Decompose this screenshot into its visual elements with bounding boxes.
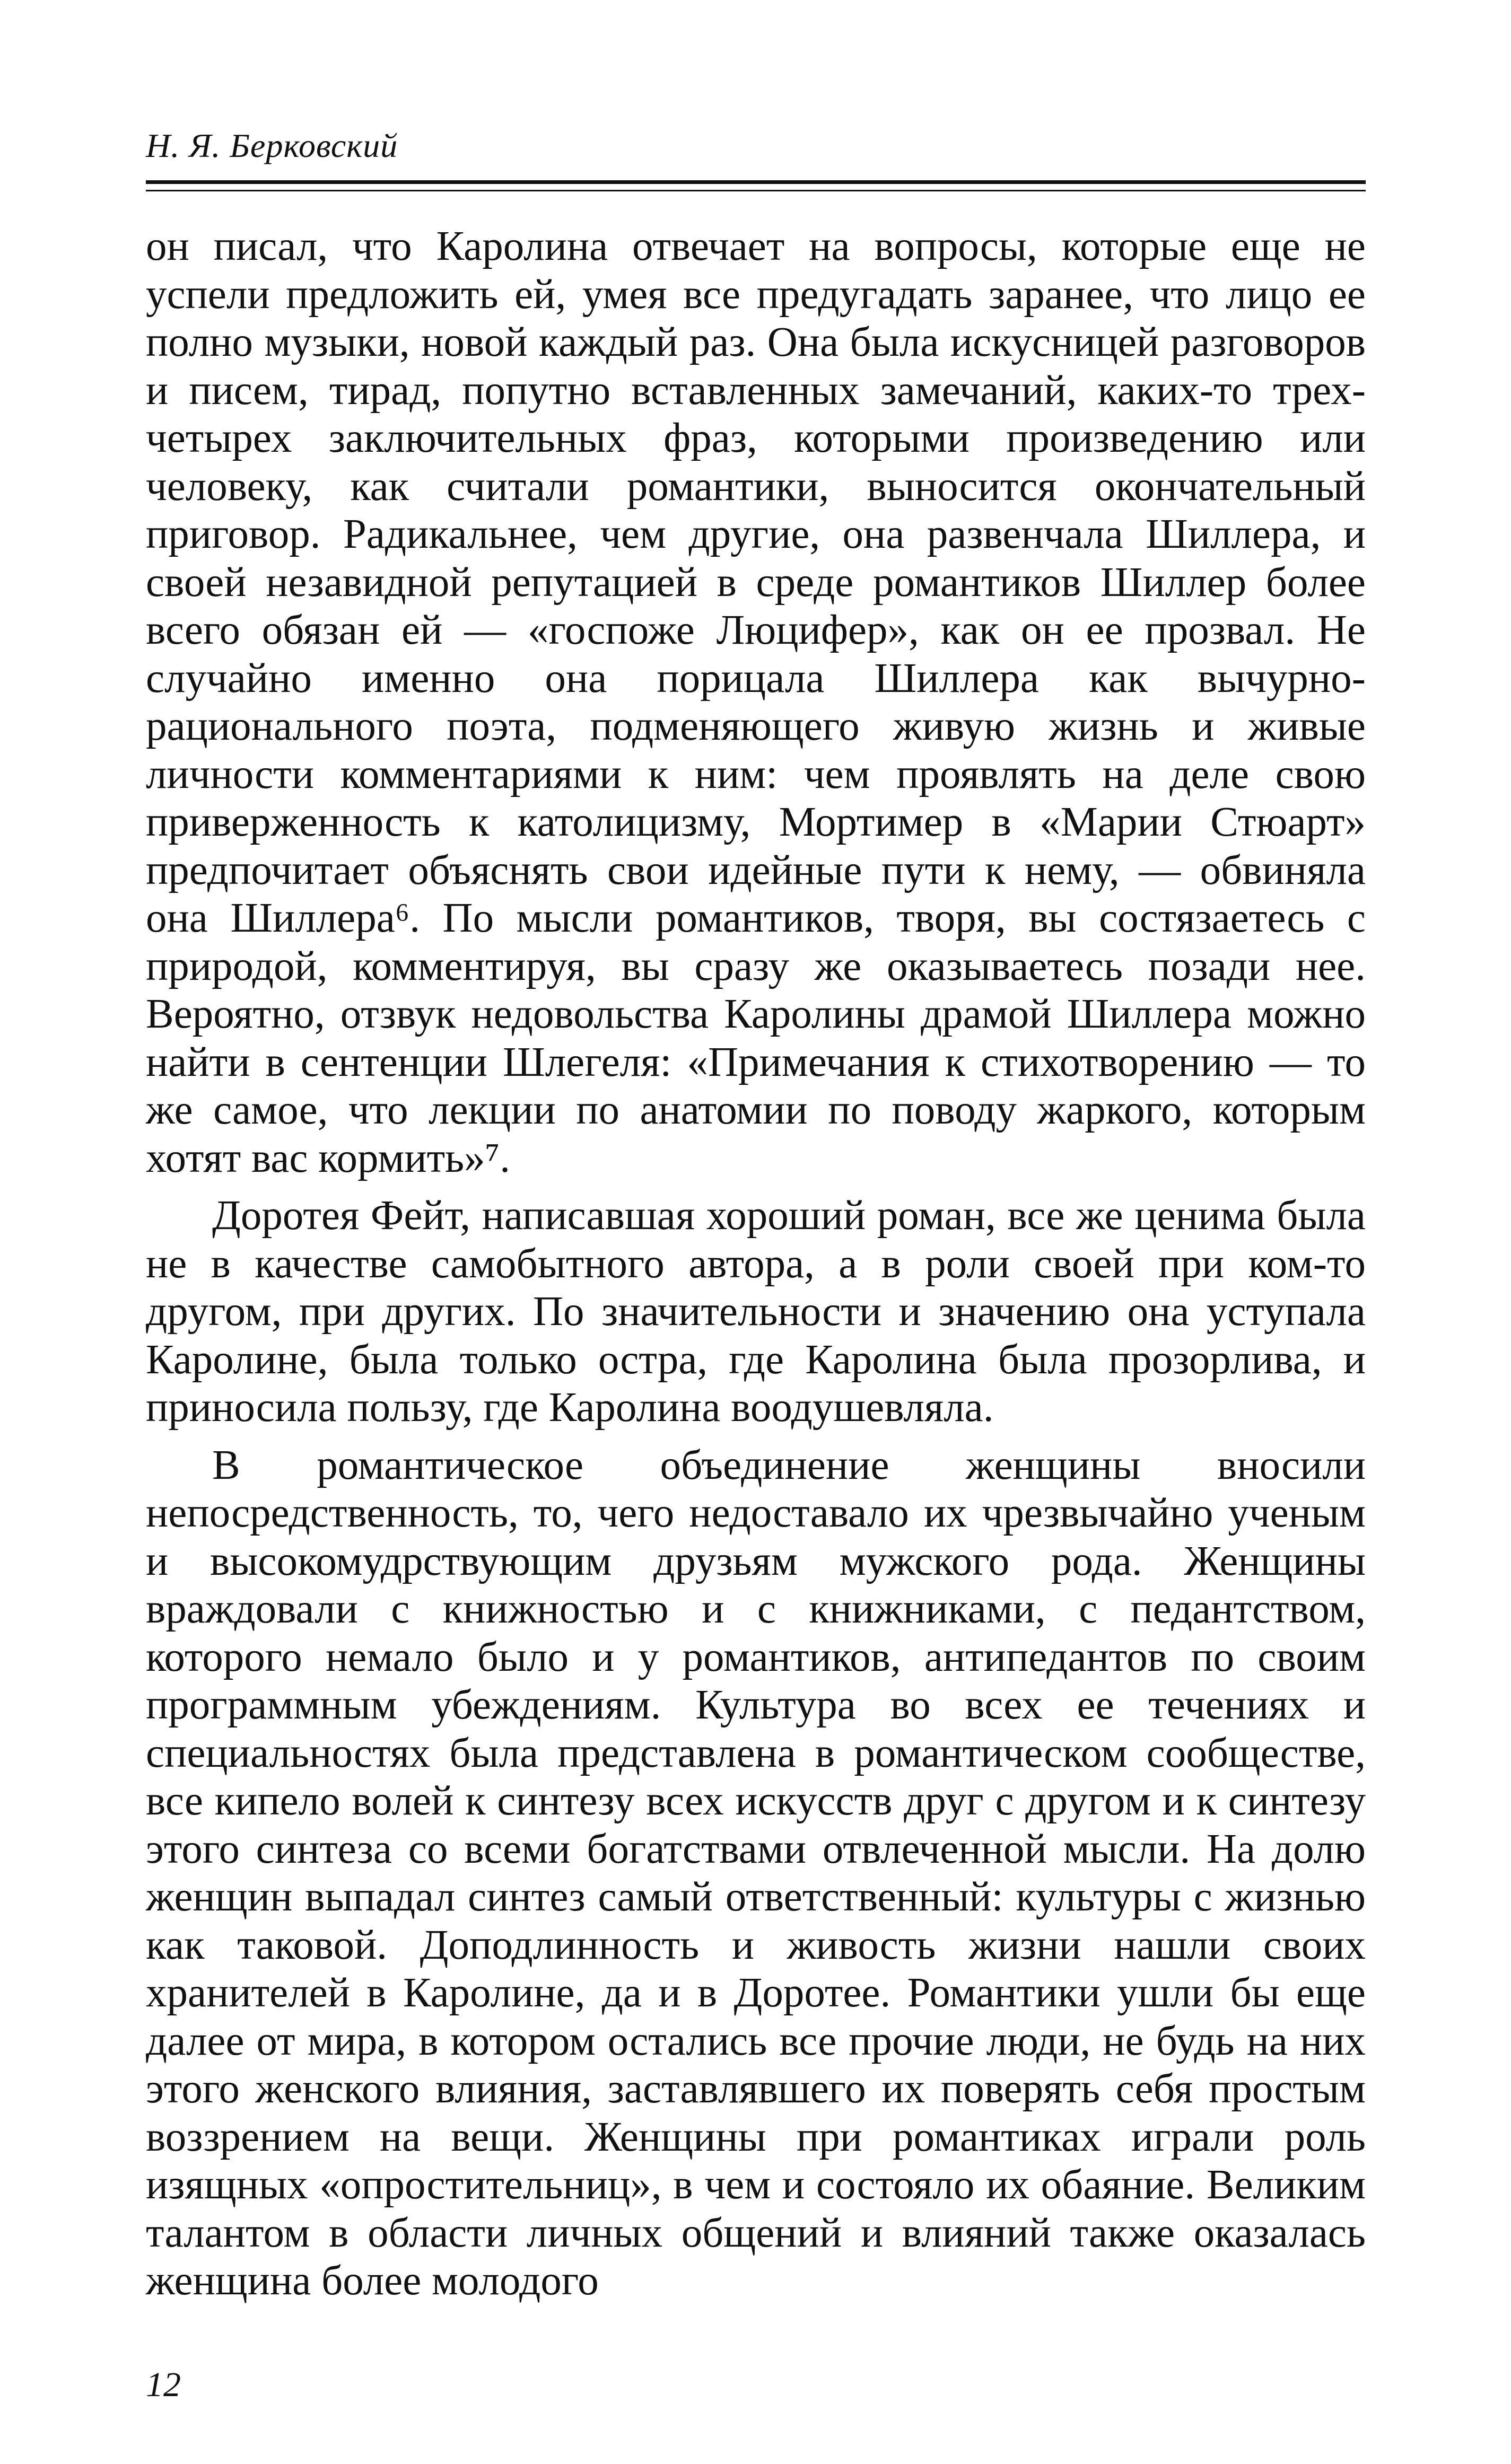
header-rule-thin-line (146, 190, 1366, 191)
running-head-author: Н. Я. Берковский (146, 127, 398, 164)
paragraph-3: В романтическое объединение женщины вносили непосредственность, то, чего недоставало их чрезвычайно ученым и высокомудрствующим друзьям мужского рода. Женщины враждовали с книжностью и с книжниками, с педантством, которого немало было и у романтиков, антипедантов по своим программным убеждениям. Культура во всех ее течениях и специальностях была представлена в романтическом сообществе, все кипело волей к синтезу всех искусств друг с другом и к синтезу этого синтеза со всеми богатствами отвлеченной мысли. На долю женщин выпадал синтез самый ответственный: культуры с жизнью как таковой. Доподлинность и живость жизни нашли своих хранителей в Каролине, да и в Доротее. Романтики ушли бы еще далее от мира, в котором остались все прочие люди, не будь на них этого женского влияния, заставлявшего их поверять себя простым воззрением на вещи. Женщины при романтиках играли роль изящных «опростительниц», в чем и состояло их обаяние. Великим талантом в области личных общений и влияний также оказалась женщина более молодого (146, 1442, 1366, 2304)
header-rule-thick-line (146, 180, 1366, 184)
header-rule (146, 180, 1366, 201)
paragraph-2: Доротея Фейт, написавшая хороший роман, все же ценима была не в качестве самобытного автора, а в роли своей при ком-то другом, при других. По значительности и значению она уступала Каролине, была только остра, где Каролина была прозорлива, и приносила пользу, где Каролина воодушевляла. (146, 1192, 1366, 1431)
body-text (146, 223, 1366, 2305)
paragraph-1: он писал, что Каролина отвечает на вопросы, которые еще не успели предложить ей, умея все предугадать заранее, что лицо ее полно музыки, новой каждый раз. Она была искусницей разговоров и писем, тирад, попутно вставленных замечаний, каких-то трех-четырех заключительных фраз, которыми произведению или человеку, как считали романтики, выносится окончательный приговор. Радикальнее, чем другие, она развенчала Шиллера, и своей незавидной репутацией в среде романтиков Шиллер более всего обязан ей — «госпоже Люцифер», как он ее прозвал. Не случайно именно она порицала Шиллера как вычурно-рационального поэта, подменяющего живую жизнь и живые личности комментариями к ним: чем проявлять на деле свою приверженность к католицизму, Мортимер в «Марии Стюарт» предпочитает объяснять свои идейные пути к нему, — обвиняла она Шиллера⁶. По мысли романтиков, творя, вы состязаетесь с природой, комментируя, вы сразу же оказываетесь позади нее. Вероятно, отзвук недовольства Каролины драмой Шиллера можно найти в сентенции Шлегеля: «Примечания к стихотворению — то же самое, что лекции по анатомии по поводу жаркого, которым хотят вас кормить»⁷. (146, 223, 1366, 1181)
page-number: 12 (146, 2365, 181, 2404)
